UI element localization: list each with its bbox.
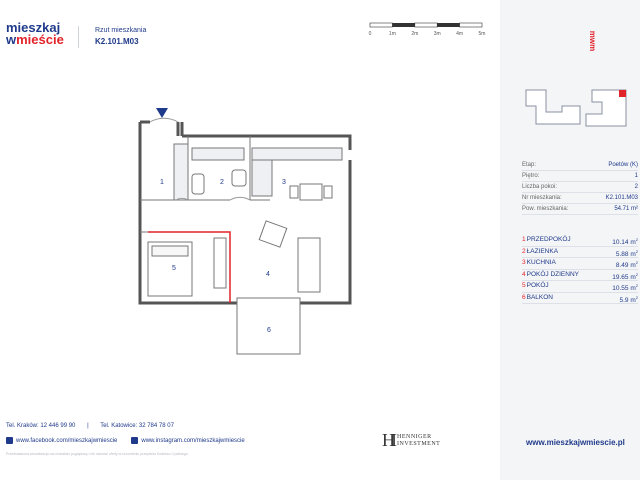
room-name: POKÓJ DZIENNY: [526, 270, 579, 278]
apartment-info: [522, 160, 638, 215]
room-row: [522, 270, 638, 282]
room-list: [522, 235, 638, 304]
scale-label: 0: [368, 31, 372, 37]
room-number: 1: [522, 236, 526, 243]
room-number: 4: [522, 270, 526, 278]
apartment-id: K2.101.M03: [95, 37, 139, 46]
scale-label: 3m: [433, 31, 441, 37]
room-label-5: 5: [172, 265, 176, 272]
room-name-cell: [522, 235, 571, 246]
room-area-value: 8.49 m: [615, 262, 636, 270]
room-label-1: 1: [160, 179, 164, 186]
brand-badge-icon: [576, 26, 597, 56]
facebook-link[interactable]: [6, 437, 117, 444]
info-value: 2: [634, 184, 638, 190]
room-area: [616, 247, 638, 258]
room-label-6: 6: [267, 327, 271, 334]
contact-phones: [6, 423, 184, 429]
scale-label: 2m: [411, 31, 419, 37]
room-area-value: 5.88 m: [615, 250, 636, 258]
room-area: [612, 235, 638, 246]
floor-plan: [130, 100, 360, 360]
social-links: [6, 437, 245, 444]
room-row: [522, 235, 638, 247]
room-area-unit: 2: [635, 248, 638, 254]
plan-title: Rzut mieszkania: [95, 27, 147, 34]
room-number: 3: [522, 259, 526, 266]
room-name-cell: [522, 270, 579, 281]
header-divider: [78, 26, 79, 48]
room-name-cell: [522, 281, 549, 292]
room-label-4: 4: [266, 271, 270, 278]
room-name: PRZEDPOKÓJ: [526, 236, 571, 243]
facebook-url: www.facebook.com/mieszkajwmiescie: [16, 438, 118, 445]
scale-label: 1m: [388, 31, 396, 37]
room-number: 6: [522, 293, 526, 301]
logo-w: w: [6, 32, 17, 47]
room-area-value: 10.14 m: [612, 239, 636, 247]
info-value: 54.71 m²: [614, 206, 638, 212]
info-label: Nr mieszkania:: [522, 195, 562, 201]
phone-katowice[interactable]: Tel. Katowice: 32 784 78 07: [100, 423, 174, 429]
investor-line-2: INVESTMENT: [397, 440, 441, 447]
info-value: 1: [634, 173, 638, 179]
room-name: BALKON: [526, 293, 553, 301]
svg-text:mwm: mwm: [588, 30, 597, 52]
scale-bar: [368, 22, 486, 38]
room-number: 5: [522, 282, 526, 289]
room-area-unit: 2: [635, 260, 638, 265]
room-name: ŁAZIENKA: [526, 247, 559, 255]
info-row: [522, 182, 638, 193]
room-name: KUCHNIA: [526, 259, 556, 266]
entrance-arrow-icon: [156, 108, 168, 118]
info-row: [522, 193, 638, 204]
logo-line-2: [6, 34, 64, 46]
website-link[interactable]: www.mieszkajwmiescie.pl: [526, 438, 625, 447]
logo-line-1: mieszkaj: [6, 20, 61, 35]
room-name-cell: [522, 247, 558, 258]
room-area: [612, 270, 638, 281]
room-area: [620, 293, 639, 304]
info-row: [522, 160, 638, 171]
room-row: [522, 281, 638, 293]
info-row: [522, 171, 638, 182]
logo[interactable]: [6, 22, 64, 46]
room-area: [616, 258, 638, 269]
instagram-url: www.instagram.com/mieszkajwmiescie: [141, 438, 245, 445]
phone-krakow[interactable]: Tel. Kraków: 12 446 99 90: [6, 423, 76, 429]
room-area-value: 10.55 m: [612, 285, 636, 293]
room-label-3: 3: [282, 179, 286, 186]
room-area-unit: 2: [635, 237, 638, 242]
room-name: POKÓJ: [526, 282, 549, 289]
room-name-cell: [522, 293, 553, 304]
room-area: [612, 281, 638, 292]
apartment-location-marker: [619, 90, 626, 97]
info-label: Piętro:: [522, 173, 540, 179]
info-value: K2.101.M03: [605, 195, 638, 201]
scale-label: 5m: [478, 31, 486, 37]
room-row: [522, 293, 638, 305]
room-label-2: 2: [220, 179, 224, 186]
info-value: Poetów (K): [608, 162, 638, 168]
room-area-value: 5.9 m: [619, 296, 636, 304]
investor-logo: [382, 430, 440, 451]
room-area-unit: 2: [635, 283, 638, 288]
investor-name: [397, 434, 440, 448]
room-area-value: 19.65 m: [612, 273, 636, 281]
room-row: [522, 258, 638, 270]
room-row: [522, 247, 638, 259]
facebook-icon: [6, 437, 13, 444]
contact-separator: |: [87, 423, 89, 429]
building-minimap: [522, 86, 630, 136]
investor-mark-icon: HI: [382, 430, 393, 450]
info-label: Liczba pokoi:: [522, 184, 558, 190]
room-area-unit: 2: [635, 271, 638, 277]
info-row: [522, 204, 638, 215]
info-label: Etap:: [522, 162, 537, 168]
scale-label: 4m: [456, 31, 464, 37]
instagram-link[interactable]: [131, 437, 244, 444]
room-area-unit: 2: [635, 294, 638, 300]
disclaimer: Przedstawiona wizualizacja ma charakter poglądowy i nie stanowi oferty w rozumieniu przepisów Kodeksu Cywilnego.: [6, 452, 189, 456]
logo-city: mieście: [16, 32, 64, 47]
info-label: Pow. mieszkania:: [522, 206, 569, 212]
room-number: 2: [522, 247, 526, 255]
investor-line-1: HENNIGER: [397, 433, 432, 440]
balcony: [237, 298, 300, 354]
room-name-cell: [522, 258, 556, 269]
instagram-icon: [131, 437, 138, 444]
